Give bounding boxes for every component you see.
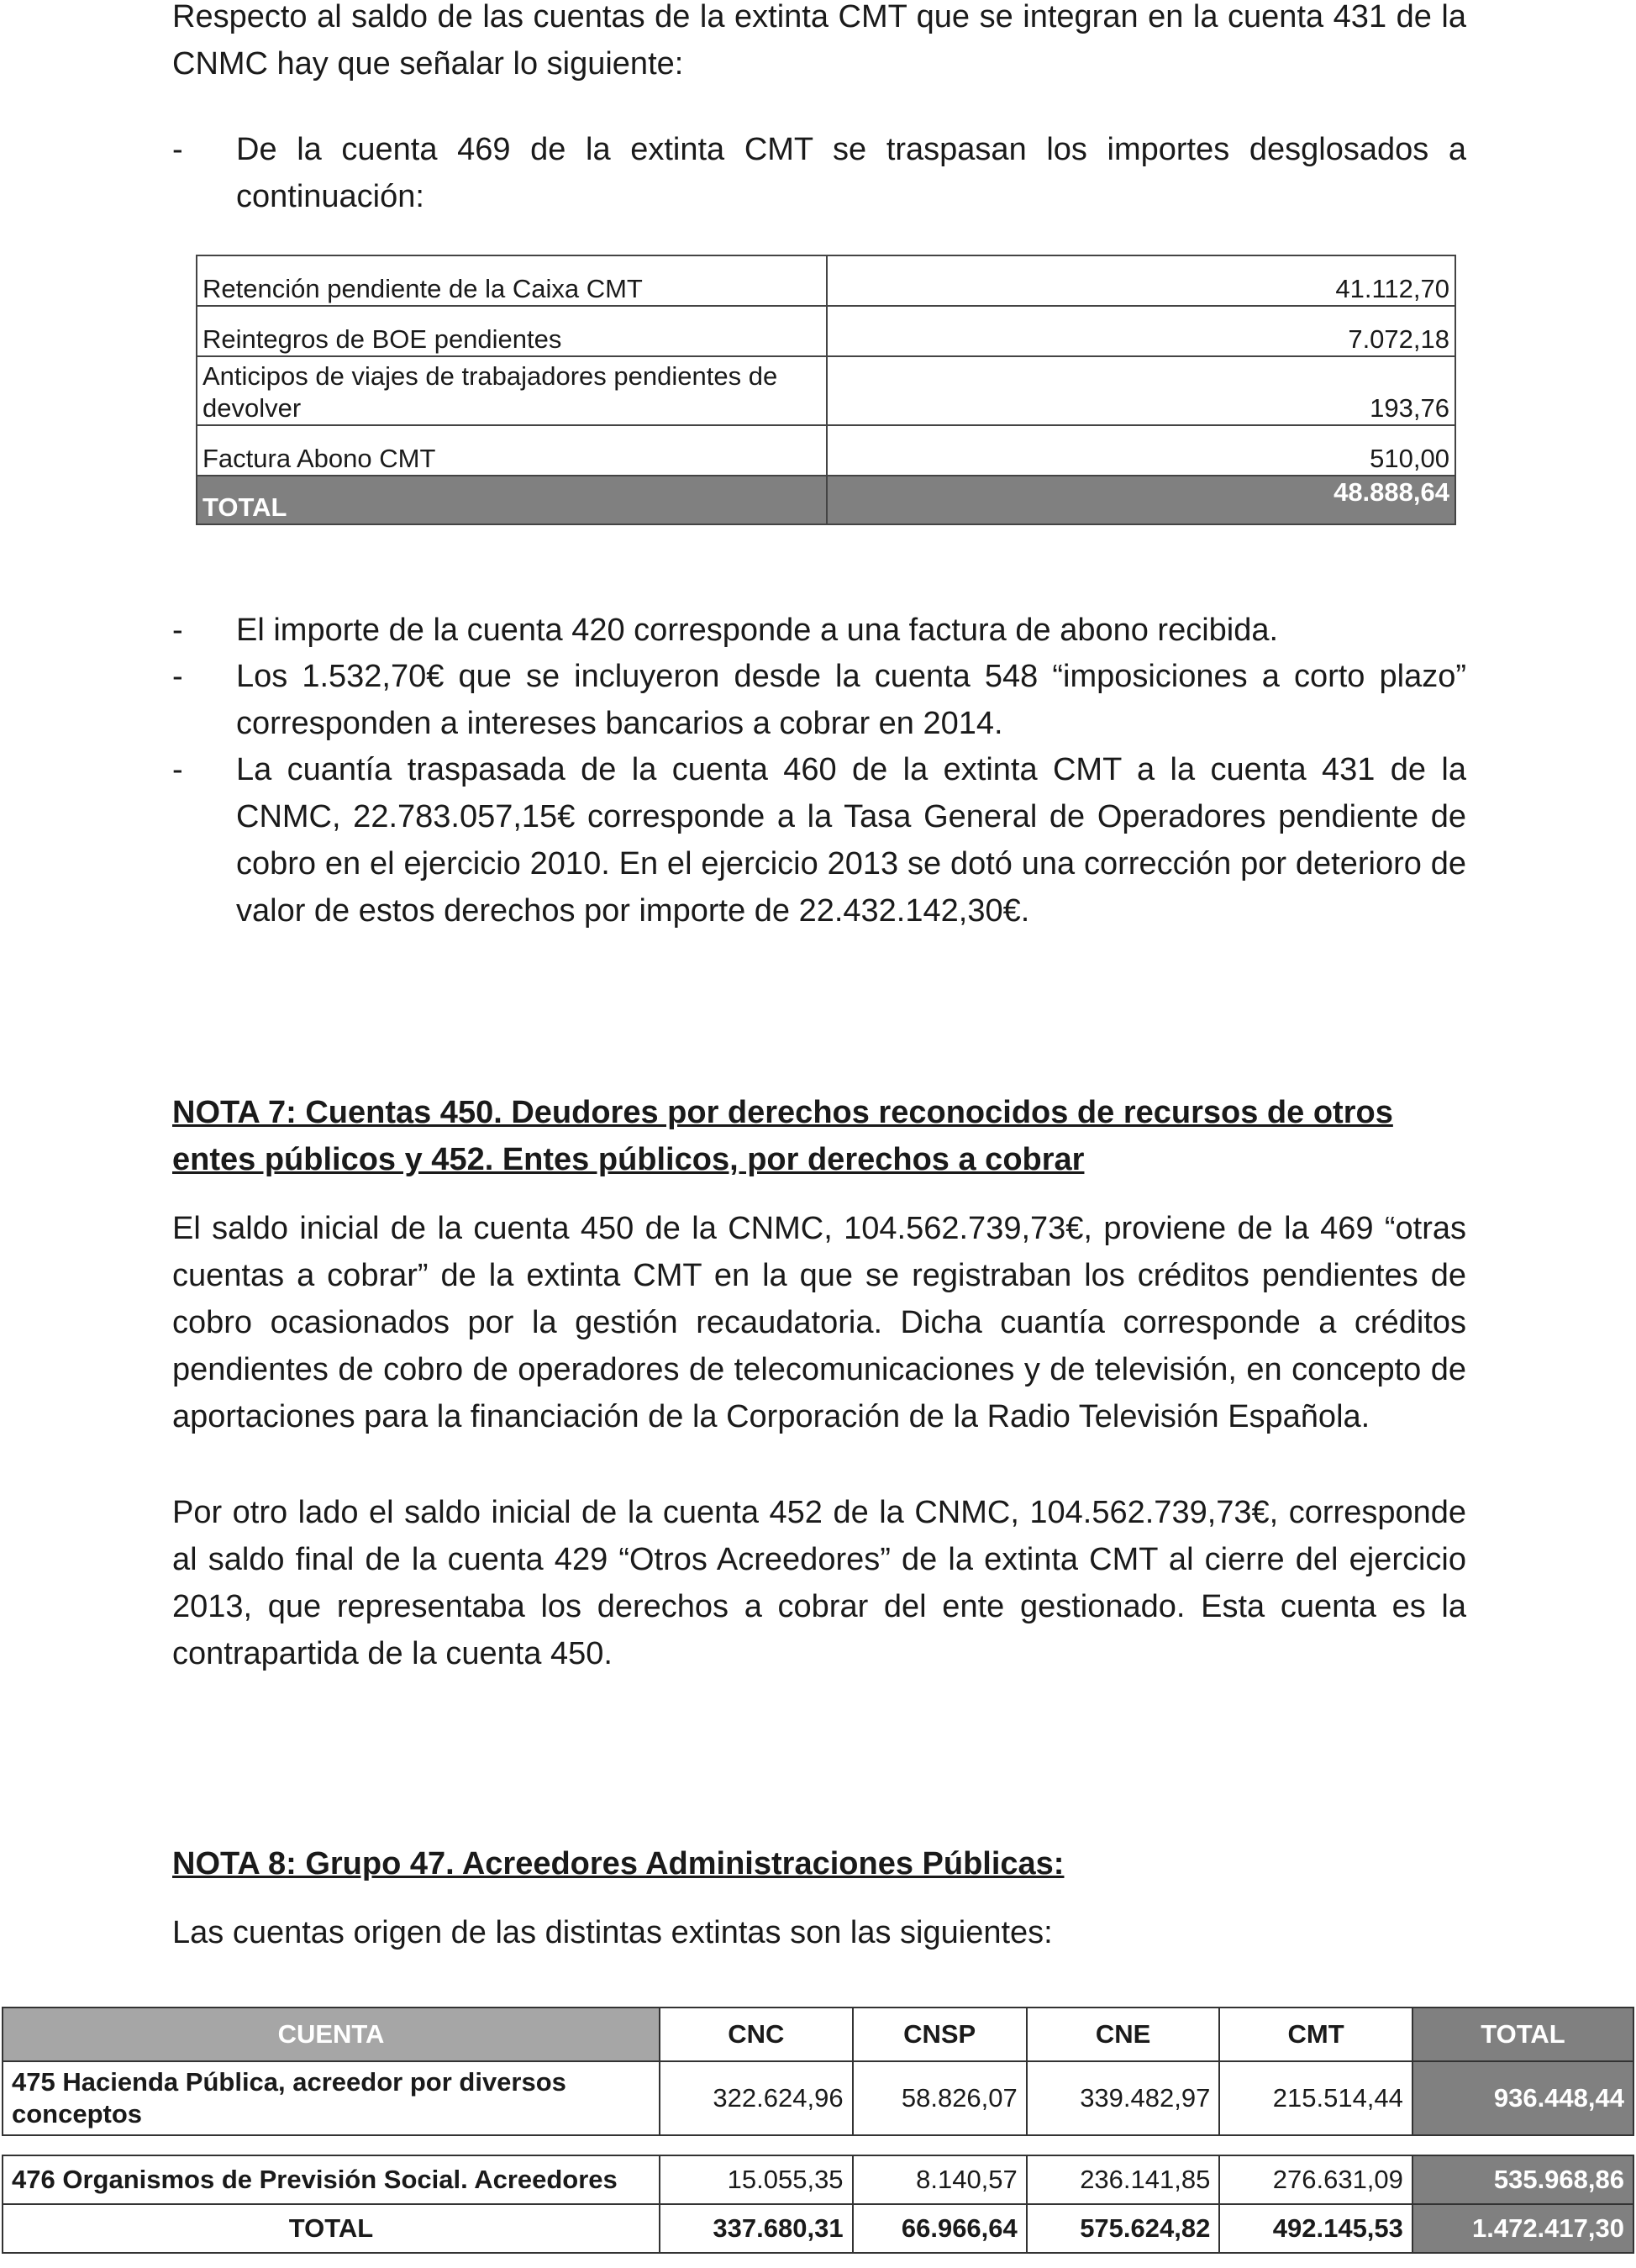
bullet-text: El importe de la cuenta 420 corresponde a una factura de abono recibida.: [236, 613, 1279, 648]
cell-total: 535.968,86: [1412, 2155, 1633, 2204]
header-cnsp: CNSP: [853, 2008, 1027, 2061]
header-cuenta: CUENTA: [3, 2008, 660, 2061]
total-label: TOTAL: [197, 476, 827, 524]
table-row: [197, 255, 1455, 306]
total-cnsp: 66.966,64: [853, 2204, 1027, 2253]
table-spacer-row: [3, 2135, 1633, 2155]
row-label: Retención pendiente de la Caixa CMT: [197, 255, 827, 306]
row-label: Anticipos de viajes de trabajadores pendientes de devolver: [197, 356, 827, 425]
cell-cuenta: 476 Organismos de Previsión Social. Acreedores: [3, 2155, 660, 2204]
header-cnc: CNC: [660, 2008, 853, 2061]
header-cne: CNE: [1027, 2008, 1220, 2061]
bullet-text: La cuantía traspasada de la cuenta 460 de la extinta CMT a la cuenta 431 de la CNMC, 22.783.057,15€ corresponde a la Tasa General de Operadores pendiente de cobro en el ejercicio 2010. En el ejercicio 2013 se dotó una corrección por deterioro de valor de estos derechos por importe de 22.432.142,30€.: [236, 752, 1466, 929]
cell-cnsp: 58.826,07: [853, 2061, 1027, 2135]
bullet-420: [172, 607, 1466, 654]
bullet-dash: -: [172, 752, 183, 787]
bullet-dash: -: [172, 613, 183, 648]
row-label: Reintegros de BOE pendientes: [197, 306, 827, 356]
table-row: [197, 425, 1455, 476]
bullet-469: [172, 126, 1466, 220]
intro-paragraph: Respecto al saldo de las cuentas de la extinta CMT que se integran en la cuenta 431 de la CNMC hay que señalar lo siguiente:: [172, 0, 1466, 82]
bullet-dash: -: [172, 132, 183, 167]
cell-cne: 236.141,85: [1027, 2155, 1220, 2204]
cell-cne: 339.482,97: [1027, 2061, 1220, 2135]
cmt-469-breakdown-table: [196, 255, 1456, 525]
cell-cnc: 15.055,35: [660, 2155, 853, 2204]
total-cne: 575.624,82: [1027, 2204, 1220, 2253]
nota7-heading: NOTA 7: Cuentas 450. Deudores por derechos reconocidos de recursos de otros entes públicos y 452. Entes públicos, por derechos a cobrar: [172, 1095, 1393, 1177]
bullet-469-text: De la cuenta 469 de la extinta CMT se traspasan los importes desglosados a continuación:: [236, 132, 1466, 214]
row-value: 510,00: [827, 425, 1455, 476]
row-value: 193,76: [827, 356, 1455, 425]
row-label: Factura Abono CMT: [197, 425, 827, 476]
total-label: TOTAL: [3, 2204, 660, 2253]
total-total: 1.472.417,30: [1412, 2204, 1633, 2253]
table-row: [197, 306, 1455, 356]
row-value: 41.112,70: [827, 255, 1455, 306]
nota7-paragraph-1: El saldo inicial de la cuenta 450 de la CNMC, 104.562.739,73€, proviene de la 469 “otras cuentas a cobrar” de la extinta CMT en la que se registraban los créditos pendientes de cobro ocasionados por la gestión recaudatoria. Dicha cuantía corresponde a créditos pendientes de cobro de operadores de telecomunicaciones y de televisión, en concepto de aportaciones para la financiación de la Corporación de la Radio Televisión Española.: [172, 1211, 1466, 1434]
total-value: 48.888,64: [827, 476, 1455, 524]
header-total: TOTAL: [1412, 2008, 1633, 2061]
table-total-row: [3, 2204, 1633, 2253]
acreedores-table: [2, 2007, 1634, 2254]
bullet-text: Los 1.532,70€ que se incluyeron desde la cuenta 548 “imposiciones a corto plazo” corresponden a intereses bancarios a cobrar en 2014.: [236, 659, 1466, 741]
table-header-row: [3, 2008, 1633, 2061]
nota8-paragraph: Las cuentas origen de las distintas extintas son las siguientes:: [172, 1915, 1053, 1950]
table-row: [197, 356, 1455, 425]
nota8-heading: NOTA 8: Grupo 47. Acreedores Administraciones Públicas:: [172, 1846, 1065, 1881]
cell-cuenta: 475 Hacienda Pública, acreedor por diversos conceptos: [3, 2061, 660, 2135]
cell-cmt: 276.631,09: [1219, 2155, 1412, 2204]
cell-cnsp: 8.140,57: [853, 2155, 1027, 2204]
total-cnc: 337.680,31: [660, 2204, 853, 2253]
bullet-460: [172, 746, 1466, 934]
bullet-dash: -: [172, 659, 183, 694]
total-cmt: 492.145,53: [1219, 2204, 1412, 2253]
cell-cnc: 322.624,96: [660, 2061, 853, 2135]
table-total-row: [197, 476, 1455, 524]
row-value: 7.072,18: [827, 306, 1455, 356]
bullet-548: [172, 653, 1466, 747]
table-row: [3, 2061, 1633, 2135]
nota7-paragraph-2: Por otro lado el saldo inicial de la cuenta 452 de la CNMC, 104.562.739,73€, corresponde al saldo final de la cuenta 429 “Otros Acreedores” de la extinta CMT al cierre del ejercicio 2013, que representaba los derechos a cobrar del ente gestionado. Esta cuenta es la contrapartida de la cuenta 450.: [172, 1495, 1466, 1671]
cell-total: 936.448,44: [1412, 2061, 1633, 2135]
table-row: [3, 2155, 1633, 2204]
cell-cmt: 215.514,44: [1219, 2061, 1412, 2135]
header-cmt: CMT: [1219, 2008, 1412, 2061]
